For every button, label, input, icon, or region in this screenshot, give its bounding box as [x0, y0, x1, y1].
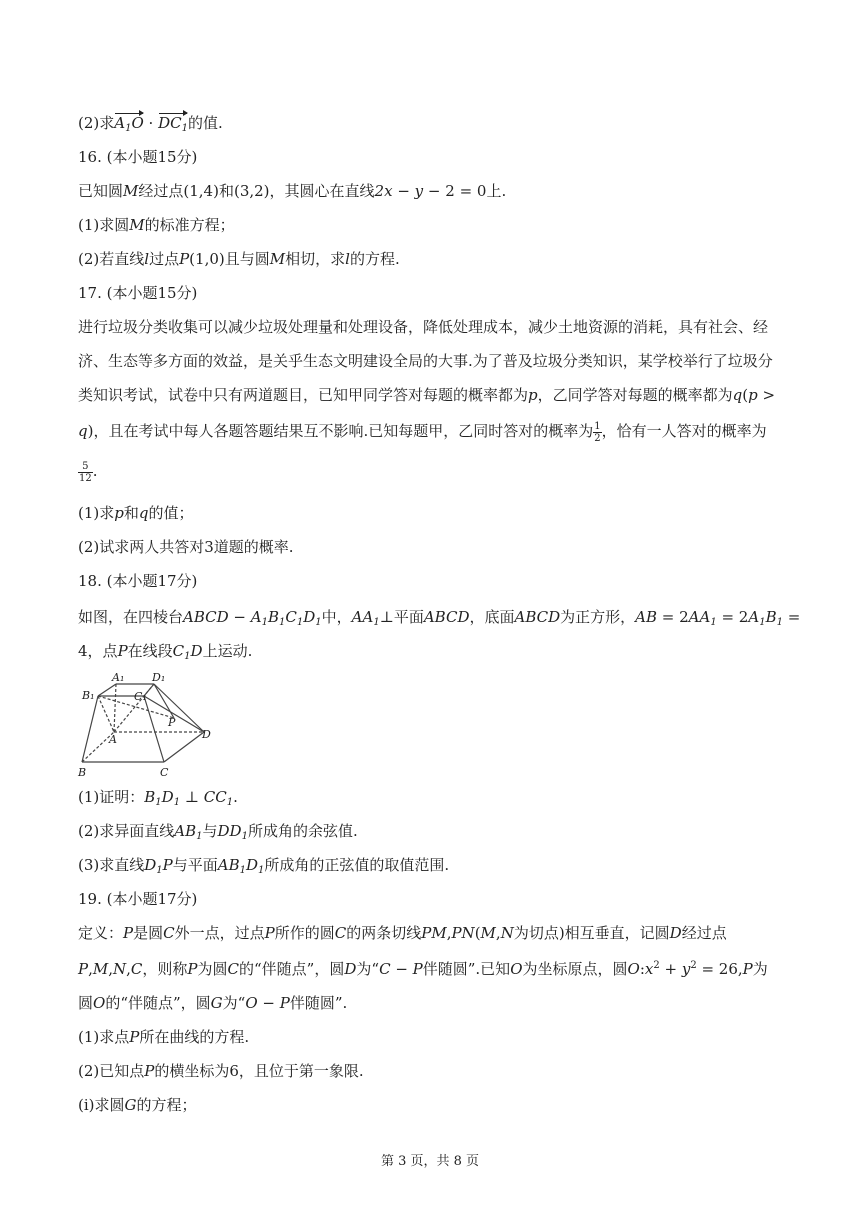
q19-stem-3: 圆O的“伴随点”，圆G为“O − P伴随圆”. [78, 994, 348, 1012]
q17-stem-1: 进行垃圾分类收集可以减少垃圾处理量和处理设备，降低处理成本，减少土地资源的消耗，具有社会、经 [78, 318, 769, 336]
q17-stem-4: q)，且在考试中每人各题答题结果互不影响.已知每题甲，乙同时答对的概率为 $\frac{1}{2}$ ，恰有一人答对的概率为 [78, 420, 767, 444]
q19-stem-1: 定义：P是圆C外一点，过点P所作的圆C的两条切线PM,PN(M,N为切点)相互垂直，记圆D经过点 [78, 924, 727, 942]
label-A: A [109, 733, 117, 746]
q18-part3: (3)求直线$D_1P$与平面$AB_1D_1$所成角的正弦值的取值范围. [78, 856, 450, 876]
q18-heading: 18. (本小题17分) [78, 572, 198, 590]
q18-part2: (2)求异面直线$AB_1$与$DD_1$所成角的余弦值. [78, 822, 358, 842]
q17-part1: (1)求p和q的值； [78, 504, 194, 522]
q19-heading: 19. (本小题17分) [78, 890, 198, 908]
q16-heading: 16. (本小题15分) [78, 148, 198, 166]
q18-stem-1: 如图，在四棱台ABCD − $A_1B_1C_1D_1$中，$AA_1\perp$平面ABCD，底面ABCD为正方形，AB = $2AA_1 = 2A_1B_1$ = [78, 608, 801, 628]
q17-stem-3: 类知识考试，试卷中只有两道题目，已知甲同学答对每题的概率都为p，乙同学答对每题的概率都为q(p > [78, 386, 776, 404]
q16-stem: 已知圆M经过点(1,4)和(3,2)，其圆心在直线2x − y − 2 = 0上. [78, 182, 507, 200]
q16-part1: (1)求圆M的标准方程； [78, 216, 235, 234]
label-D1: D₁ [152, 671, 166, 684]
q17-part2: (2)试求两人共答对3道题的概率. [78, 538, 294, 556]
label-C: C [160, 766, 169, 779]
frustum-figure [76, 670, 216, 780]
q17-stem-5: $\frac{5}{12}$ . [79, 460, 98, 484]
q18-stem-2: 4，点P在线段$C_1D$上运动. [78, 642, 253, 662]
q19-part2-i: (i)求圆G的方程； [78, 1096, 197, 1114]
q17-stem-2: 济、生态等多方面的效益，是关乎生态文明建设全局的大事.为了普及垃圾分类知识，某学校举行了垃圾分 [78, 352, 773, 370]
q15-part2: (2)求$A_1O \cdot DC_1$的值. [78, 114, 223, 134]
label-B: B [78, 766, 87, 779]
label-B1: B₁ [82, 689, 95, 702]
label-P: P [168, 716, 176, 729]
q19-stem-2: P,M,N,C，则称P为圆C的“伴随点”，圆D为“C − P伴随圆”.已知O为坐标原点，圆$O:x^2 + y^2 = 26,P$为 [78, 960, 768, 978]
page-footer: 第 3 页，共 8 页 [380, 1154, 480, 1169]
q18-part1: (1)证明：$B_1D_1$ ⊥ $CC_1$. [78, 788, 238, 808]
q19-part1: (1)求点P所在曲线的方程. [78, 1028, 250, 1046]
label-D: D [202, 728, 211, 741]
q16-part2: (2)若直线l过点P(1,0)且与圆M相切，求l的方程. [78, 250, 400, 268]
label-C1: C₁ [134, 690, 147, 703]
label-A1: A₁ [112, 671, 125, 684]
q19-part2: (2)已知点P的横坐标为6，且位于第一象限. [78, 1062, 364, 1080]
q17-heading: 17. (本小题15分) [78, 284, 198, 302]
